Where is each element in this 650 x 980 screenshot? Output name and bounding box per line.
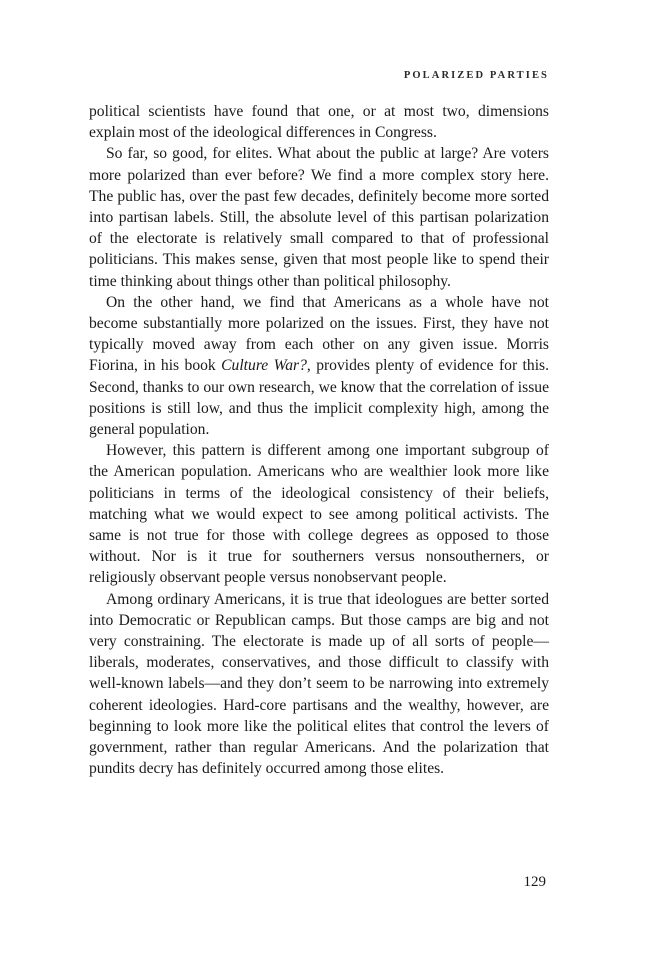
page-number: 129 [523,874,546,890]
running-head: POLARIZED PARTIES [403,70,549,81]
paragraph-americans-issues [89,292,549,440]
paragraph-elites: So far, so good, for elites. What about the public at large? Are voters more polarized than ever before? We find a more complex story here. The public has, over the past few decades, definitely become more sorted into partisan labels. Still, the absolute level of this partisan polarization of the electorate is relatively small compared to that of professional politicians. This makes sense, given that most people like to spend their time thinking about things other than political philosophy. [89,145,549,290]
paragraph-ordinary-americans: Among ordinary Americans, it is true that ideologues are better sorted into Democratic or Republican camps. But those camps are big and not very constraining. The electorate is made up of all sorts of people—liberals, moderates, conservatives, and those difficult to classify with well-known labels—and they don’t seem to be narrowing into extremely coherent ideologies. Hard-core partisans and the wealthy, however, are beginning to look more like the political elites that control the levers of government, rather than regular Americans. And the polarization that pundits decry has definitely occurred among those elites. [89,590,549,778]
body-text [89,101,549,780]
book-title: Culture War? [221,357,307,375]
paragraph-continuation: political scientists have found that one, or at most two, dimensions explain most of the ideological differences in Congress. [89,103,549,142]
paragraph-text-before-title: On the other hand, we find that Americans as a whole have not become substantially more polarized on the issues. First, they have not typically moved away from each other on any given issue. Morris Fiorina, in his book [89,293,549,375]
paragraph-text-after-title: , provides plenty of evidence for this. Second, thanks to our own research, we know that the correlation of issue positions is still low, and thus the implicit complexity high, among the general population. [89,357,549,439]
paragraph-subgroup: However, this pattern is different among one important subgroup of the American population. Americans who are wealthier look more like politicians in terms of the ideological consistency of their beliefs, matching what we would expect to see among political activists. The same is not true for those with college degrees as opposed to those without. Nor is it true for southerners versus nonsoutherners, or religiously observant people versus nonobservant people. [89,442,549,587]
